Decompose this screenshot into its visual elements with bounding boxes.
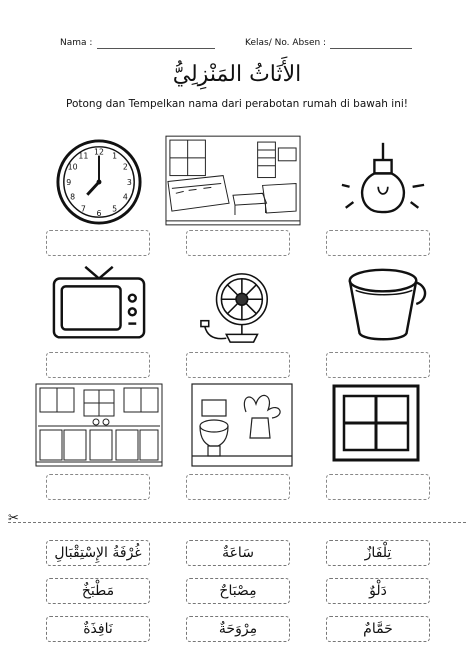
word-card[interactable]: مِصْبَاحٌ: [186, 578, 290, 604]
answer-box-3[interactable]: [326, 230, 430, 256]
instruction-text: Potong dan Tempelkan nama dari perabotan rumah di bawah ini!: [66, 98, 408, 110]
living-room-icon: [164, 134, 302, 228]
word-card[interactable]: سَاعَةٌ: [186, 540, 290, 566]
answer-box-5[interactable]: [186, 352, 290, 378]
answer-box-9[interactable]: [326, 474, 430, 500]
svg-text:11: 11: [78, 151, 89, 161]
svg-text:10: 10: [67, 162, 78, 172]
kitchen-icon: [34, 382, 164, 468]
svg-text:12: 12: [94, 147, 104, 157]
name-label: Nama :: [60, 38, 93, 48]
television-icon: [50, 264, 148, 344]
answer-box-2[interactable]: [186, 230, 290, 256]
scissors-icon: ✂: [8, 511, 19, 526]
word-card[interactable]: مَطْبَخٌ: [46, 578, 150, 604]
svg-text:5: 5: [112, 204, 118, 214]
name-field-line[interactable]: [97, 48, 215, 49]
answer-box-8[interactable]: [186, 474, 290, 500]
word-card[interactable]: دَلْوٌ: [326, 578, 430, 604]
svg-text:4: 4: [122, 192, 128, 202]
svg-text:7: 7: [80, 204, 86, 214]
bathroom-icon: [190, 382, 294, 468]
clock-icon: [50, 138, 148, 226]
worksheet-title: الأَثَاثُ المَنْزِلِيُّ: [172, 62, 302, 87]
word-card[interactable]: غُرْفَةُ الإِسْتِقْبَالِ: [46, 540, 150, 566]
svg-text:6: 6: [96, 209, 102, 219]
answer-box-1[interactable]: [46, 230, 150, 256]
word-card[interactable]: مِرْوَحَةٌ: [186, 616, 290, 642]
electric-fan-icon: [196, 270, 278, 348]
window-icon: [330, 382, 422, 464]
answer-box-6[interactable]: [326, 352, 430, 378]
word-card[interactable]: تِلْفَازٌ: [326, 540, 430, 566]
svg-text:3: 3: [126, 177, 132, 187]
answer-box-4[interactable]: [46, 352, 150, 378]
svg-text:9: 9: [66, 177, 72, 187]
answer-box-7[interactable]: [46, 474, 150, 500]
svg-text:8: 8: [70, 192, 76, 202]
bucket-icon: [340, 264, 428, 346]
svg-text:2: 2: [122, 162, 128, 172]
svg-text:1: 1: [112, 151, 118, 161]
class-field-line[interactable]: [330, 48, 412, 49]
light-bulb-icon: [340, 138, 426, 226]
cut-line: [8, 522, 466, 523]
word-card[interactable]: نَافِذَةٌ: [46, 616, 150, 642]
class-label: Kelas/ No. Absen :: [245, 38, 327, 48]
word-card[interactable]: حَمَّامٌ: [326, 616, 430, 642]
